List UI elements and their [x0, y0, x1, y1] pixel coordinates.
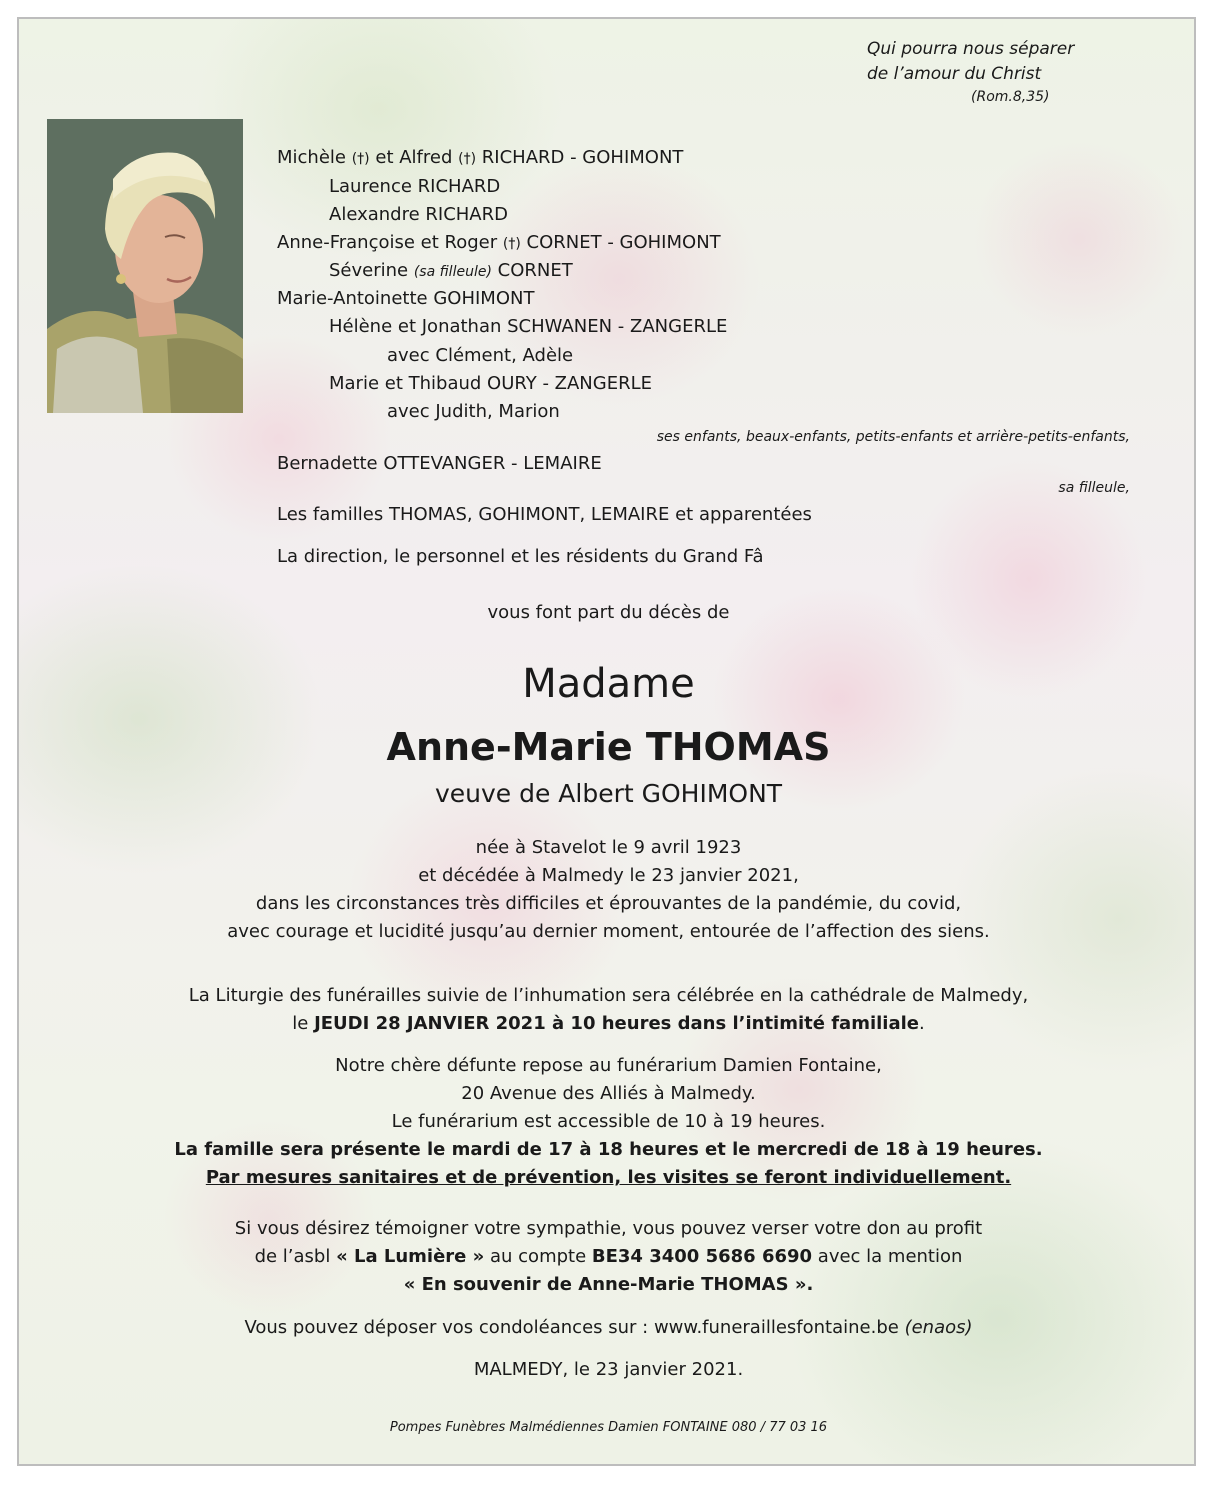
- donation-line-2: de l’asbl « La Lumière » au compte BE34 3400 5686 6690 avec la mention: [254, 1246, 963, 1267]
- family-line-1: Michèle (†) et Alfred (†) RICHARD - GOHIMONT: [277, 147, 684, 168]
- funerarium-line-2: 20 Avenue des Alliés à Malmedy.: [461, 1083, 756, 1104]
- quote-line-2: de l’amour du Christ: [867, 64, 1042, 84]
- obituary-card: [17, 17, 1196, 1466]
- family-line-6: Marie-Antoinette GOHIMONT: [277, 288, 535, 309]
- family-line-4: Anne-Françoise et Roger (†) CORNET - GOHIMONT: [277, 232, 721, 253]
- family-presence-line: La famille sera présente le mardi de 17 à 18 heures et le mercredi de 18 à 19 heures.: [174, 1139, 1043, 1160]
- liturgy-line-1: La Liturgie des funérailles suivie de l’inhumation sera célébrée en la cathédrale de Malmedy,: [188, 985, 1029, 1006]
- footer-funeral-home: Pompes Funèbres Malmédiennes Damien FONTAINE 080 / 77 03 16: [389, 1420, 828, 1435]
- funerarium-line-3: Le funérarium est accessible de 10 à 19 heures.: [391, 1111, 826, 1132]
- quote-reference: (Rom.8,35): [971, 89, 1050, 105]
- announcement-intro: vous font part du décès de: [487, 602, 730, 623]
- sanitary-measures-line: Par mesures sanitaires et de prévention, les visites se feront individuellement.: [205, 1167, 1012, 1188]
- family-line-7: Hélène et Jonathan SCHWANEN - ZANGERLE: [329, 316, 728, 337]
- deceased-mark: (†): [502, 236, 521, 252]
- deceased-mark: (†): [458, 151, 477, 167]
- quote-line-1: Qui pourra nous séparer: [867, 39, 1075, 59]
- relation-note-2: sa filleule,: [1058, 480, 1130, 496]
- family-line-13: La direction, le personnel et les résidents du Grand Fâ: [277, 546, 764, 567]
- family-line-8: avec Clément, Adèle: [387, 345, 574, 366]
- place-date: MALMEDY, le 23 janvier 2021.: [473, 1359, 744, 1380]
- donation-line-1: Si vous désirez témoigner votre sympathie, vous pouvez verser votre don au profit: [234, 1218, 983, 1239]
- charity-name: « La Lumière »: [336, 1246, 485, 1267]
- donation-mention: « En souvenir de Anne-Marie THOMAS ».: [403, 1274, 814, 1295]
- liturgy-line-2: le JEUDI 28 JANVIER 2021 à 10 heures dans l’intimité familiale.: [292, 1013, 925, 1034]
- family-line-3: Alexandre RICHARD: [329, 204, 508, 225]
- funerarium-line-1: Notre chère défunte repose au funérarium Damien Fontaine,: [335, 1055, 882, 1076]
- family-line-2: Laurence RICHARD: [329, 176, 501, 197]
- family-line-10: avec Judith, Marion: [387, 401, 560, 422]
- family-line-5: Séverine (sa filleule) CORNET: [329, 260, 573, 281]
- deceased-mark: (†): [351, 151, 370, 167]
- relation-note-1: ses enfants, beaux-enfants, petits-enfants et arrière-petits-enfants,: [656, 429, 1130, 445]
- circumstances-line-2: avec courage et lucidité jusqu’au dernier moment, entourée de l’affection des siens.: [227, 921, 990, 942]
- bank-account: BE34 3400 5686 6690: [591, 1246, 813, 1267]
- deceased-name: Anne-Marie THOMAS: [386, 725, 831, 769]
- circumstances-line-1: dans les circonstances très difficiles et éprouvantes de la pandémie, du covid,: [255, 893, 962, 914]
- portrait-illustration: [47, 119, 243, 413]
- family-line-9: Marie et Thibaud OURY - ZANGERLE: [329, 373, 652, 394]
- deceased-title: Madame: [522, 661, 695, 707]
- portrait-photo: [47, 119, 243, 413]
- birth-line: née à Stavelot le 9 avril 1923: [475, 837, 742, 858]
- family-line-12: Les familles THOMAS, GOHIMONT, LEMAIRE et apparentées: [277, 504, 812, 525]
- condolences-line: Vous pouvez déposer vos condoléances sur : www.funeraillesfontaine.be (enaos): [244, 1317, 973, 1338]
- death-line: et décédée à Malmedy le 23 janvier 2021,: [418, 865, 799, 886]
- ceremony-datetime: JEUDI 28 JANVIER 2021 à 10 heures dans l’intimité familiale: [314, 1013, 919, 1034]
- widow-line: veuve de Albert GOHIMONT: [434, 779, 783, 808]
- family-line-11: Bernadette OTTEVANGER - LEMAIRE: [277, 453, 602, 474]
